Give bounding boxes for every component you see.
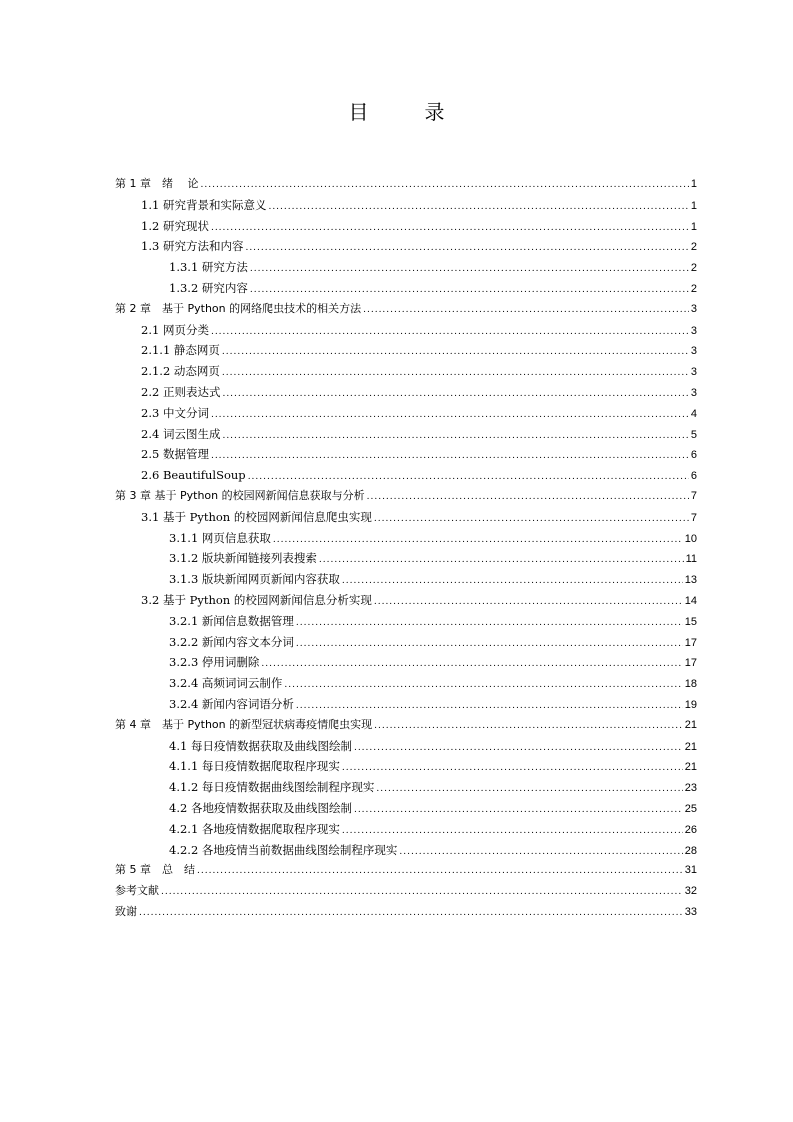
toc-entry-page-number: 23 [684, 782, 697, 795]
toc-entry[interactable] [115, 361, 697, 382]
toc-entry[interactable] [115, 652, 697, 673]
toc-dot-leader [374, 592, 683, 613]
toc-entry-title: 1.1 研究背景和实际意义 [141, 197, 267, 212]
toc-entry[interactable] [115, 840, 697, 861]
toc-entry-title: 2.1 网页分类 [141, 322, 209, 337]
toc-entry-page-number: 2 [690, 262, 697, 275]
toc-entry[interactable] [115, 444, 697, 465]
toc-dot-leader [201, 175, 689, 196]
toc-entry[interactable] [115, 902, 697, 923]
toc-entry-title: 第 4 章 基于 Python 的新型冠状病毒疫情爬虫实现 [115, 717, 373, 731]
toc-entry-page-number: 2 [690, 241, 697, 254]
toc-entry[interactable] [115, 819, 697, 840]
toc-entry-title: 4.2.2 各地疫情当前数据曲线图绘制程序现实 [169, 842, 398, 857]
toc-entry[interactable] [115, 299, 697, 320]
toc-entry-page-number: 3 [690, 386, 697, 399]
toc-entry-page-number: 31 [684, 864, 697, 877]
toc-dot-leader [248, 467, 689, 488]
toc-entry[interactable] [115, 236, 697, 257]
toc-dot-leader [211, 218, 689, 239]
toc-entry-page-number: 3 [690, 345, 697, 358]
toc-entry[interactable] [115, 216, 697, 237]
toc-entry[interactable] [115, 590, 697, 611]
toc-entry-title: 3.1.2 版块新闻链接列表搜索 [169, 551, 317, 566]
toc-entry-page-number: 6 [690, 470, 697, 483]
toc-entry[interactable] [115, 798, 697, 819]
toc-entry[interactable] [115, 278, 697, 299]
toc-entry-page-number: 14 [684, 594, 697, 607]
toc-entry[interactable] [115, 611, 697, 632]
toc-entry-title: 2.4 词云图生成 [141, 426, 221, 441]
toc-entry-title: 1.3 研究方法和内容 [141, 239, 244, 254]
toc-entry[interactable] [115, 195, 697, 216]
toc-entry-title: 致谢 [115, 904, 137, 918]
toc-entry-title: 3.2.4 新闻内容词语分析 [169, 696, 294, 711]
toc-entry[interactable] [115, 382, 697, 403]
toc-dot-leader [222, 363, 689, 384]
toc-dot-leader [363, 300, 689, 321]
toc-entry[interactable] [115, 465, 697, 486]
toc-dot-leader [261, 654, 682, 675]
toc-entry-title: 3.1.1 网页信息获取 [169, 530, 271, 545]
toc-entry-page-number: 33 [684, 905, 697, 918]
toc-entry-title: 3.2.3 停用词删除 [169, 655, 260, 670]
toc-entry[interactable] [115, 507, 697, 528]
toc-dot-leader [284, 675, 682, 696]
toc-entry[interactable] [115, 174, 697, 195]
toc-entry-page-number: 2 [690, 282, 697, 295]
toc-entry-page-number: 25 [684, 802, 697, 815]
toc-dot-leader [376, 779, 682, 800]
toc-entry-title: 第 5 章 总 结 [115, 863, 195, 877]
toc-entry-page-number: 4 [690, 407, 697, 420]
toc-entry[interactable] [115, 756, 697, 777]
toc-entry[interactable] [115, 673, 697, 694]
toc-entry-page-number: 5 [690, 428, 697, 441]
toc-dot-leader [354, 738, 683, 759]
toc-dot-leader [374, 509, 689, 530]
toc-entry-title: 3.2.2 新闻内容文本分词 [169, 634, 294, 649]
toc-entry[interactable] [115, 486, 697, 507]
toc-entry-page-number: 21 [684, 761, 697, 774]
toc-entry-title: 第 2 章 基于 Python 的网络爬虫技术的相关方法 [115, 301, 362, 315]
toc-dot-leader [245, 238, 688, 259]
toc-entry[interactable] [115, 403, 697, 424]
toc-entry-page-number: 7 [690, 511, 697, 524]
toc-entry-page-number: 10 [684, 532, 697, 545]
toc-entry-title: 2.1.2 动态网页 [141, 364, 220, 379]
toc-entry-page-number: 15 [684, 615, 697, 628]
toc-entry-page-number: 28 [684, 844, 697, 857]
toc-entry[interactable] [115, 548, 697, 569]
toc-dot-leader [222, 426, 688, 447]
toc-entry-title: 4.2 各地疫情数据获取及曲线图绘制 [169, 800, 352, 815]
toc-dot-leader [211, 322, 689, 343]
toc-dot-leader [273, 530, 683, 551]
toc-dot-leader [222, 342, 689, 363]
toc-entry-title: 3.2.1 新闻信息数据管理 [169, 613, 294, 628]
toc-dot-leader [354, 800, 683, 821]
toc-entry-title: 3.1.3 版块新闻网页新闻内容获取 [169, 572, 340, 587]
toc-dot-leader [222, 384, 688, 405]
toc-entry-page-number: 3 [690, 366, 697, 379]
toc-dot-leader [296, 613, 683, 634]
toc-entry-title: 第 3 章 基于 Python 的校园网新闻信息获取与分析 [115, 488, 365, 502]
toc-entry[interactable] [115, 777, 697, 798]
toc-entry-title: 4.2.1 各地疫情数据爬取程序现实 [169, 821, 340, 836]
toc-entry[interactable] [115, 569, 697, 590]
toc-entry-page-number: 3 [690, 324, 697, 337]
toc-entry-title: 参考文献 [115, 884, 159, 898]
toc-entry-page-number: 18 [684, 678, 697, 691]
toc-dot-leader [342, 758, 683, 779]
toc-entry-title: 1.3.1 研究方法 [169, 260, 248, 275]
toc-entry-page-number: 21 [684, 740, 697, 753]
toc-entry-page-number: 7 [690, 489, 697, 502]
table-of-contents [115, 174, 697, 923]
toc-entry-title: 2.6 BeautifulSoup [141, 468, 246, 483]
toc-dot-leader [211, 405, 689, 426]
toc-dot-leader [367, 487, 689, 508]
toc-entry[interactable] [115, 257, 697, 278]
toc-entry[interactable] [115, 340, 697, 361]
toc-entry-page-number: 6 [690, 449, 697, 462]
toc-entry[interactable] [115, 528, 697, 549]
toc-dot-leader [399, 842, 682, 863]
page-title: 目 录 [348, 100, 463, 124]
toc-entry-page-number: 11 [685, 553, 697, 566]
toc-entry[interactable] [115, 424, 697, 445]
toc-entry-title: 2.1.1 静态网页 [141, 343, 220, 358]
toc-entry[interactable] [115, 715, 697, 736]
toc-entry-title: 3.2 基于 Python 的校园网新闻信息分析实现 [141, 592, 372, 607]
toc-dot-leader [296, 634, 683, 655]
toc-entry[interactable] [115, 860, 697, 881]
toc-entry-title: 1.2 研究现状 [141, 218, 209, 233]
toc-dot-leader [250, 259, 689, 280]
toc-entry-page-number: 1 [690, 220, 697, 233]
toc-dot-leader [139, 903, 683, 924]
toc-dot-leader [197, 861, 683, 882]
toc-entry-page-number: 3 [690, 302, 697, 315]
toc-entry-title: 4.1.2 每日疫情数据曲线图绘制程序现实 [169, 780, 375, 795]
toc-dot-leader [374, 716, 683, 737]
toc-dot-leader [342, 571, 683, 592]
toc-entry-page-number: 19 [684, 698, 697, 711]
toc-entry-page-number: 32 [684, 885, 697, 898]
toc-entry-title: 2.2 正则表达式 [141, 384, 221, 399]
toc-entry-title: 4.1.1 每日疫情数据爬取程序现实 [169, 759, 340, 774]
toc-entry-page-number: 1 [690, 178, 697, 190]
toc-entry-page-number: 21 [684, 718, 697, 731]
toc-entry-page-number: 13 [684, 574, 697, 587]
toc-entry[interactable] [115, 881, 697, 902]
toc-dot-leader [342, 821, 683, 842]
toc-entry[interactable] [115, 736, 697, 757]
toc-dot-leader [250, 280, 689, 301]
toc-entry-title: 3.2.4 高频词词云制作 [169, 676, 283, 691]
toc-entry[interactable] [115, 320, 697, 341]
toc-entry-title: 3.1 基于 Python 的校园网新闻信息爬虫实现 [141, 509, 372, 524]
toc-entry-title: 1.3.2 研究内容 [169, 280, 248, 295]
toc-entry-title: 4.1 每日疫情数据获取及曲线图绘制 [169, 738, 352, 753]
toc-entry-page-number: 26 [684, 823, 697, 836]
toc-entry-page-number: 17 [684, 636, 697, 649]
toc-entry-page-number: 1 [690, 199, 697, 212]
toc-entry-title: 2.3 中文分词 [141, 405, 209, 420]
toc-entry-title: 第 1 章 绪 论 [115, 177, 199, 190]
toc-dot-leader [296, 696, 683, 717]
toc-entry[interactable] [115, 632, 697, 653]
toc-entry[interactable] [115, 694, 697, 715]
toc-dot-leader [161, 882, 683, 903]
toc-dot-leader [268, 197, 688, 218]
toc-dot-leader [211, 446, 689, 467]
toc-dot-leader [319, 550, 684, 571]
toc-entry-title: 2.5 数据管理 [141, 447, 209, 462]
toc-entry-page-number: 17 [684, 657, 697, 670]
